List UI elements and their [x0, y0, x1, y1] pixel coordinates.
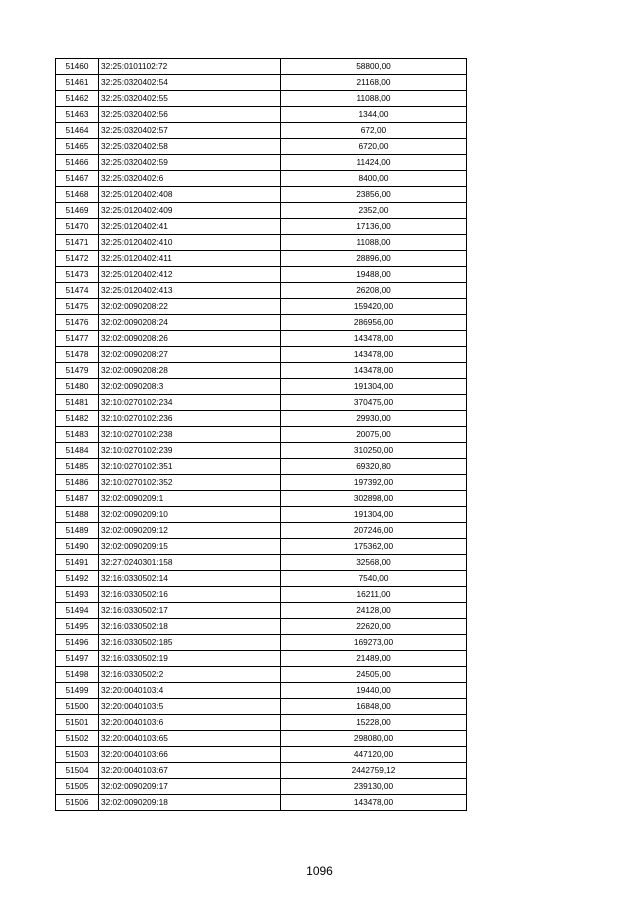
value-cell: 11088,00 [281, 91, 467, 107]
cadastral-number-cell: 32:20:0040103:6 [99, 715, 281, 731]
row-number-cell: 51475 [56, 299, 99, 315]
cadastral-number-cell: 32:16:0330502:2 [99, 667, 281, 683]
value-cell: 24505,00 [281, 667, 467, 683]
row-number-cell: 51467 [56, 171, 99, 187]
row-number-cell: 51495 [56, 619, 99, 635]
row-number-cell: 51494 [56, 603, 99, 619]
table-row [56, 539, 467, 555]
table-row [56, 587, 467, 603]
value-cell: 6720,00 [281, 139, 467, 155]
row-number-cell: 51463 [56, 107, 99, 123]
table-row [56, 507, 467, 523]
row-number-cell: 51473 [56, 267, 99, 283]
value-cell: 21168,00 [281, 75, 467, 91]
cadastral-number-cell: 32:25:0320402:54 [99, 75, 281, 91]
table-row [56, 331, 467, 347]
value-cell: 19488,00 [281, 267, 467, 283]
row-number-cell: 51489 [56, 523, 99, 539]
value-cell: 191304,00 [281, 379, 467, 395]
row-number-cell: 51462 [56, 91, 99, 107]
table-row [56, 523, 467, 539]
cadastral-number-cell: 32:02:0090209:12 [99, 523, 281, 539]
table-row [56, 187, 467, 203]
table-row [56, 619, 467, 635]
value-cell: 26208,00 [281, 283, 467, 299]
cadastral-value-table [55, 58, 467, 811]
table-row [56, 155, 467, 171]
cadastral-number-cell: 32:02:0090208:27 [99, 347, 281, 363]
cadastral-number-cell: 32:25:0320402:57 [99, 123, 281, 139]
row-number-cell: 51477 [56, 331, 99, 347]
cadastral-number-cell: 32:02:0090208:24 [99, 315, 281, 331]
value-cell: 24128,00 [281, 603, 467, 619]
table-row [56, 667, 467, 683]
row-number-cell: 51497 [56, 651, 99, 667]
table-row [56, 363, 467, 379]
value-cell: 2352,00 [281, 203, 467, 219]
cadastral-number-cell: 32:25:0120402:409 [99, 203, 281, 219]
value-cell: 1344,00 [281, 107, 467, 123]
cadastral-number-cell: 32:10:0270102:236 [99, 411, 281, 427]
cadastral-number-cell: 32:25:0320402:58 [99, 139, 281, 155]
value-cell: 143478,00 [281, 331, 467, 347]
value-cell: 447120,00 [281, 747, 467, 763]
cadastral-number-cell: 32:16:0330502:18 [99, 619, 281, 635]
value-cell: 21489,00 [281, 651, 467, 667]
table-row [56, 603, 467, 619]
cadastral-number-cell: 32:25:0120402:410 [99, 235, 281, 251]
row-number-cell: 51499 [56, 683, 99, 699]
table-row [56, 491, 467, 507]
row-number-cell: 51461 [56, 75, 99, 91]
value-cell: 143478,00 [281, 795, 467, 811]
value-cell: 239130,00 [281, 779, 467, 795]
value-cell: 207246,00 [281, 523, 467, 539]
value-cell: 11424,00 [281, 155, 467, 171]
row-number-cell: 51488 [56, 507, 99, 523]
table-row [56, 299, 467, 315]
row-number-cell: 51503 [56, 747, 99, 763]
table-row [56, 395, 467, 411]
table-body [56, 59, 467, 811]
row-number-cell: 51465 [56, 139, 99, 155]
row-number-cell: 51481 [56, 395, 99, 411]
row-number-cell: 51498 [56, 667, 99, 683]
table-row [56, 347, 467, 363]
value-cell: 370475,00 [281, 395, 467, 411]
table-row [56, 107, 467, 123]
table-row [56, 379, 467, 395]
cadastral-number-cell: 32:02:0090208:28 [99, 363, 281, 379]
row-number-cell: 51485 [56, 459, 99, 475]
table-row [56, 731, 467, 747]
row-number-cell: 51478 [56, 347, 99, 363]
cadastral-number-cell: 32:10:0270102:234 [99, 395, 281, 411]
row-number-cell: 51469 [56, 203, 99, 219]
row-number-cell: 51472 [56, 251, 99, 267]
value-cell: 11088,00 [281, 235, 467, 251]
table-row [56, 683, 467, 699]
value-cell: 143478,00 [281, 347, 467, 363]
table-row [56, 235, 467, 251]
row-number-cell: 51505 [56, 779, 99, 795]
value-cell: 672,00 [281, 123, 467, 139]
row-number-cell: 51504 [56, 763, 99, 779]
cadastral-number-cell: 32:25:0320402:56 [99, 107, 281, 123]
row-number-cell: 51496 [56, 635, 99, 651]
row-number-cell: 51476 [56, 315, 99, 331]
cadastral-number-cell: 32:25:0120402:408 [99, 187, 281, 203]
value-cell: 286956,00 [281, 315, 467, 331]
cadastral-number-cell: 32:25:0320402:59 [99, 155, 281, 171]
cadastral-number-cell: 32:25:0120402:413 [99, 283, 281, 299]
table-row [56, 635, 467, 651]
cadastral-number-cell: 32:20:0040103:5 [99, 699, 281, 715]
row-number-cell: 51501 [56, 715, 99, 731]
table-row [56, 91, 467, 107]
value-cell: 159420,00 [281, 299, 467, 315]
value-cell: 310250,00 [281, 443, 467, 459]
value-cell: 29930,00 [281, 411, 467, 427]
table-row [56, 763, 467, 779]
table-row [56, 459, 467, 475]
row-number-cell: 51491 [56, 555, 99, 571]
table-row [56, 715, 467, 731]
value-cell: 8400,00 [281, 171, 467, 187]
table-row [56, 75, 467, 91]
row-number-cell: 51466 [56, 155, 99, 171]
cadastral-number-cell: 32:20:0040103:4 [99, 683, 281, 699]
cadastral-number-cell: 32:10:0270102:239 [99, 443, 281, 459]
value-cell: 58800,00 [281, 59, 467, 75]
row-number-cell: 51492 [56, 571, 99, 587]
row-number-cell: 51506 [56, 795, 99, 811]
cadastral-number-cell: 32:16:0330502:19 [99, 651, 281, 667]
table-row [56, 315, 467, 331]
row-number-cell: 51483 [56, 427, 99, 443]
table-row [56, 779, 467, 795]
row-number-cell: 51480 [56, 379, 99, 395]
table-row [56, 171, 467, 187]
cadastral-number-cell: 32:02:0090209:17 [99, 779, 281, 795]
row-number-cell: 51464 [56, 123, 99, 139]
value-cell: 19440,00 [281, 683, 467, 699]
row-number-cell: 51471 [56, 235, 99, 251]
table-row [56, 283, 467, 299]
cadastral-number-cell: 32:20:0040103:65 [99, 731, 281, 747]
cadastral-number-cell: 32:02:0090209:10 [99, 507, 281, 523]
table-row [56, 59, 467, 75]
cadastral-number-cell: 32:10:0270102:351 [99, 459, 281, 475]
table-row [56, 747, 467, 763]
table-row [56, 203, 467, 219]
row-number-cell: 51487 [56, 491, 99, 507]
cadastral-number-cell: 32:10:0270102:238 [99, 427, 281, 443]
row-number-cell: 51460 [56, 59, 99, 75]
value-cell: 17136,00 [281, 219, 467, 235]
cadastral-number-cell: 32:10:0270102:352 [99, 475, 281, 491]
value-cell: 16848,00 [281, 699, 467, 715]
cadastral-number-cell: 32:25:0101102:72 [99, 59, 281, 75]
cadastral-number-cell: 32:02:0090209:15 [99, 539, 281, 555]
row-number-cell: 51484 [56, 443, 99, 459]
table-row [56, 123, 467, 139]
table-row [56, 475, 467, 491]
cadastral-number-cell: 32:02:0090208:26 [99, 331, 281, 347]
value-cell: 7540,00 [281, 571, 467, 587]
cadastral-number-cell: 32:20:0040103:66 [99, 747, 281, 763]
value-cell: 2442759,12 [281, 763, 467, 779]
table-row [56, 251, 467, 267]
value-cell: 28896,00 [281, 251, 467, 267]
cadastral-number-cell: 32:16:0330502:17 [99, 603, 281, 619]
cadastral-number-cell: 32:02:0090208:22 [99, 299, 281, 315]
row-number-cell: 51468 [56, 187, 99, 203]
table-row [56, 571, 467, 587]
value-cell: 69320,80 [281, 459, 467, 475]
value-cell: 143478,00 [281, 363, 467, 379]
cadastral-number-cell: 32:27:0240301:158 [99, 555, 281, 571]
table-row [56, 427, 467, 443]
value-cell: 23856,00 [281, 187, 467, 203]
cadastral-number-cell: 32:25:0120402:411 [99, 251, 281, 267]
row-number-cell: 51493 [56, 587, 99, 603]
cadastral-number-cell: 32:16:0330502:185 [99, 635, 281, 651]
value-cell: 197392,00 [281, 475, 467, 491]
cadastral-number-cell: 32:25:0320402:55 [99, 91, 281, 107]
value-cell: 175362,00 [281, 539, 467, 555]
value-cell: 20075,00 [281, 427, 467, 443]
table-row [56, 443, 467, 459]
table-row [56, 699, 467, 715]
row-number-cell: 51502 [56, 731, 99, 747]
table-row [56, 219, 467, 235]
cadastral-number-cell: 32:25:0120402:41 [99, 219, 281, 235]
table-row [56, 555, 467, 571]
table-row [56, 651, 467, 667]
cadastral-number-cell: 32:25:0120402:412 [99, 267, 281, 283]
row-number-cell: 51479 [56, 363, 99, 379]
table-row [56, 139, 467, 155]
cadastral-number-cell: 32:16:0330502:14 [99, 571, 281, 587]
value-cell: 22620,00 [281, 619, 467, 635]
row-number-cell: 51490 [56, 539, 99, 555]
cadastral-number-cell: 32:02:0090208:3 [99, 379, 281, 395]
value-cell: 16211,00 [281, 587, 467, 603]
table-row [56, 795, 467, 811]
row-number-cell: 51500 [56, 699, 99, 715]
table-row [56, 267, 467, 283]
table-row [56, 411, 467, 427]
cadastral-number-cell: 32:16:0330502:16 [99, 587, 281, 603]
row-number-cell: 51486 [56, 475, 99, 491]
cadastral-number-cell: 32:25:0320402:6 [99, 171, 281, 187]
value-cell: 15228,00 [281, 715, 467, 731]
cadastral-number-cell: 32:02:0090209:18 [99, 795, 281, 811]
value-cell: 169273,00 [281, 635, 467, 651]
row-number-cell: 51482 [56, 411, 99, 427]
value-cell: 298080,00 [281, 731, 467, 747]
value-cell: 191304,00 [281, 507, 467, 523]
row-number-cell: 51470 [56, 219, 99, 235]
value-cell: 32568,00 [281, 555, 467, 571]
value-cell: 302898,00 [281, 491, 467, 507]
cadastral-number-cell: 32:02:0090209:1 [99, 491, 281, 507]
cadastral-number-cell: 32:20:0040103:67 [99, 763, 281, 779]
page-number: 1096 [306, 864, 333, 878]
row-number-cell: 51474 [56, 283, 99, 299]
